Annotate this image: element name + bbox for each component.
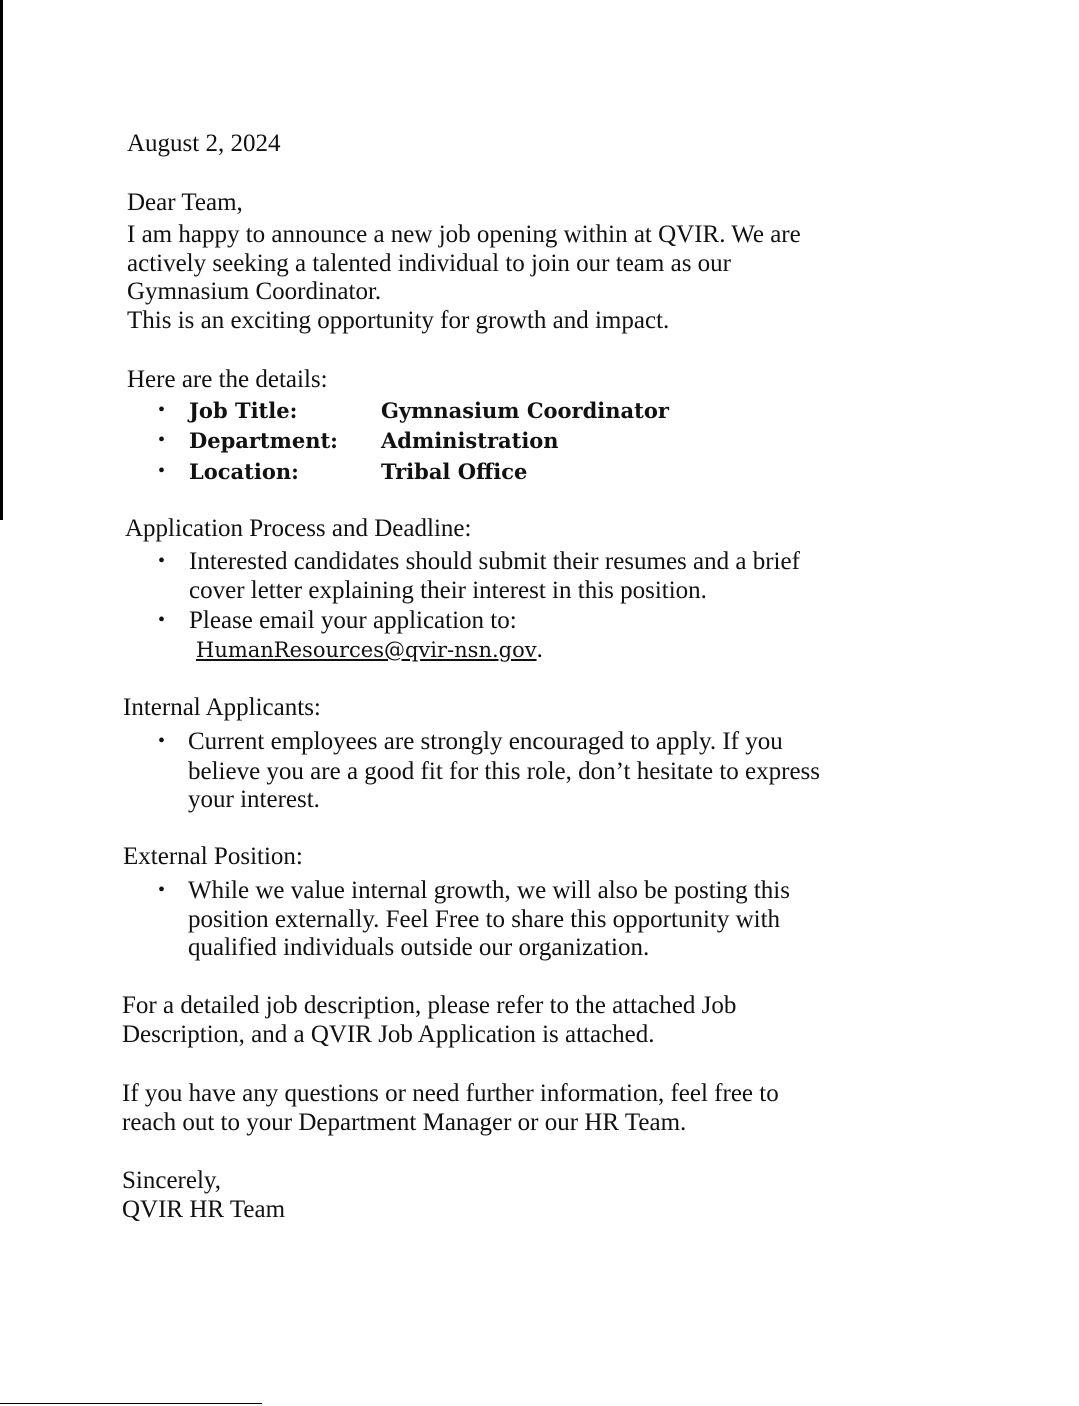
bullet-icon: • [158, 550, 166, 572]
application-text: cover letter explaining their interest in this position. [189, 577, 707, 604]
application-heading: Application Process and Deadline: [125, 515, 472, 542]
email-link[interactable]: HumanResources@qvir-nsn.gov [196, 638, 537, 662]
salutation: Dear Team, [127, 189, 243, 216]
bullet-icon: • [158, 879, 166, 901]
external-heading: External Position: [123, 843, 303, 870]
external-text: While we value internal growth, we will also be posting this [188, 877, 790, 904]
footnote-separator [0, 1403, 262, 1404]
application-text: Interested candidates should submit their resumes and a brief [189, 548, 800, 575]
closing-paragraph: If you have any questions or need further information, feel free to [122, 1080, 779, 1107]
detail-label: Department: [189, 428, 338, 453]
intro-line: Gymnasium Coordinator. [127, 278, 382, 305]
bullet-icon: • [158, 460, 166, 482]
external-text: qualified individuals outside our organization. [188, 934, 650, 961]
email-period: . [536, 636, 543, 663]
application-text: Please email your application to: [189, 607, 517, 634]
detail-value: Gymnasium Coordinator [381, 398, 669, 423]
email-line [196, 635, 543, 665]
internal-text: Current employees are strongly encouraged to apply. If you [188, 728, 783, 755]
intro-line: actively seeking a talented individual to join our team as our [127, 250, 731, 277]
closing-paragraph: Description, and a QVIR Job Application is attached. [122, 1021, 655, 1048]
bullet-icon: • [158, 429, 166, 451]
signoff: Sincerely, [122, 1167, 222, 1194]
intro-line: I am happy to announce a new job opening within at QVIR. We are [127, 221, 801, 248]
details-heading: Here are the details: [127, 366, 328, 393]
closing-paragraph: reach out to your Department Manager or our HR Team. [122, 1109, 687, 1136]
internal-heading: Internal Applicants: [123, 694, 321, 721]
external-text: position externally. Feel Free to share this opportunity with [188, 906, 781, 933]
bullet-icon: • [158, 399, 166, 421]
closing-paragraph: For a detailed job description, please refer to the attached Job [122, 992, 737, 1019]
letter-date: August 2, 2024 [127, 130, 281, 157]
bullet-icon: • [158, 730, 166, 752]
bullet-icon: • [158, 609, 166, 631]
intro-line: This is an exciting opportunity for growth and impact. [127, 307, 670, 334]
detail-value: Administration [381, 428, 559, 453]
internal-text: believe you are a good fit for this role, don’t hesitate to express [188, 758, 820, 785]
detail-value: Tribal Office [381, 459, 528, 484]
scan-edge-line [0, 0, 3, 520]
detail-label: Location: [189, 459, 299, 484]
signature: QVIR HR Team [122, 1196, 286, 1223]
internal-text: your interest. [188, 786, 320, 813]
detail-label: Job Title: [189, 398, 298, 423]
